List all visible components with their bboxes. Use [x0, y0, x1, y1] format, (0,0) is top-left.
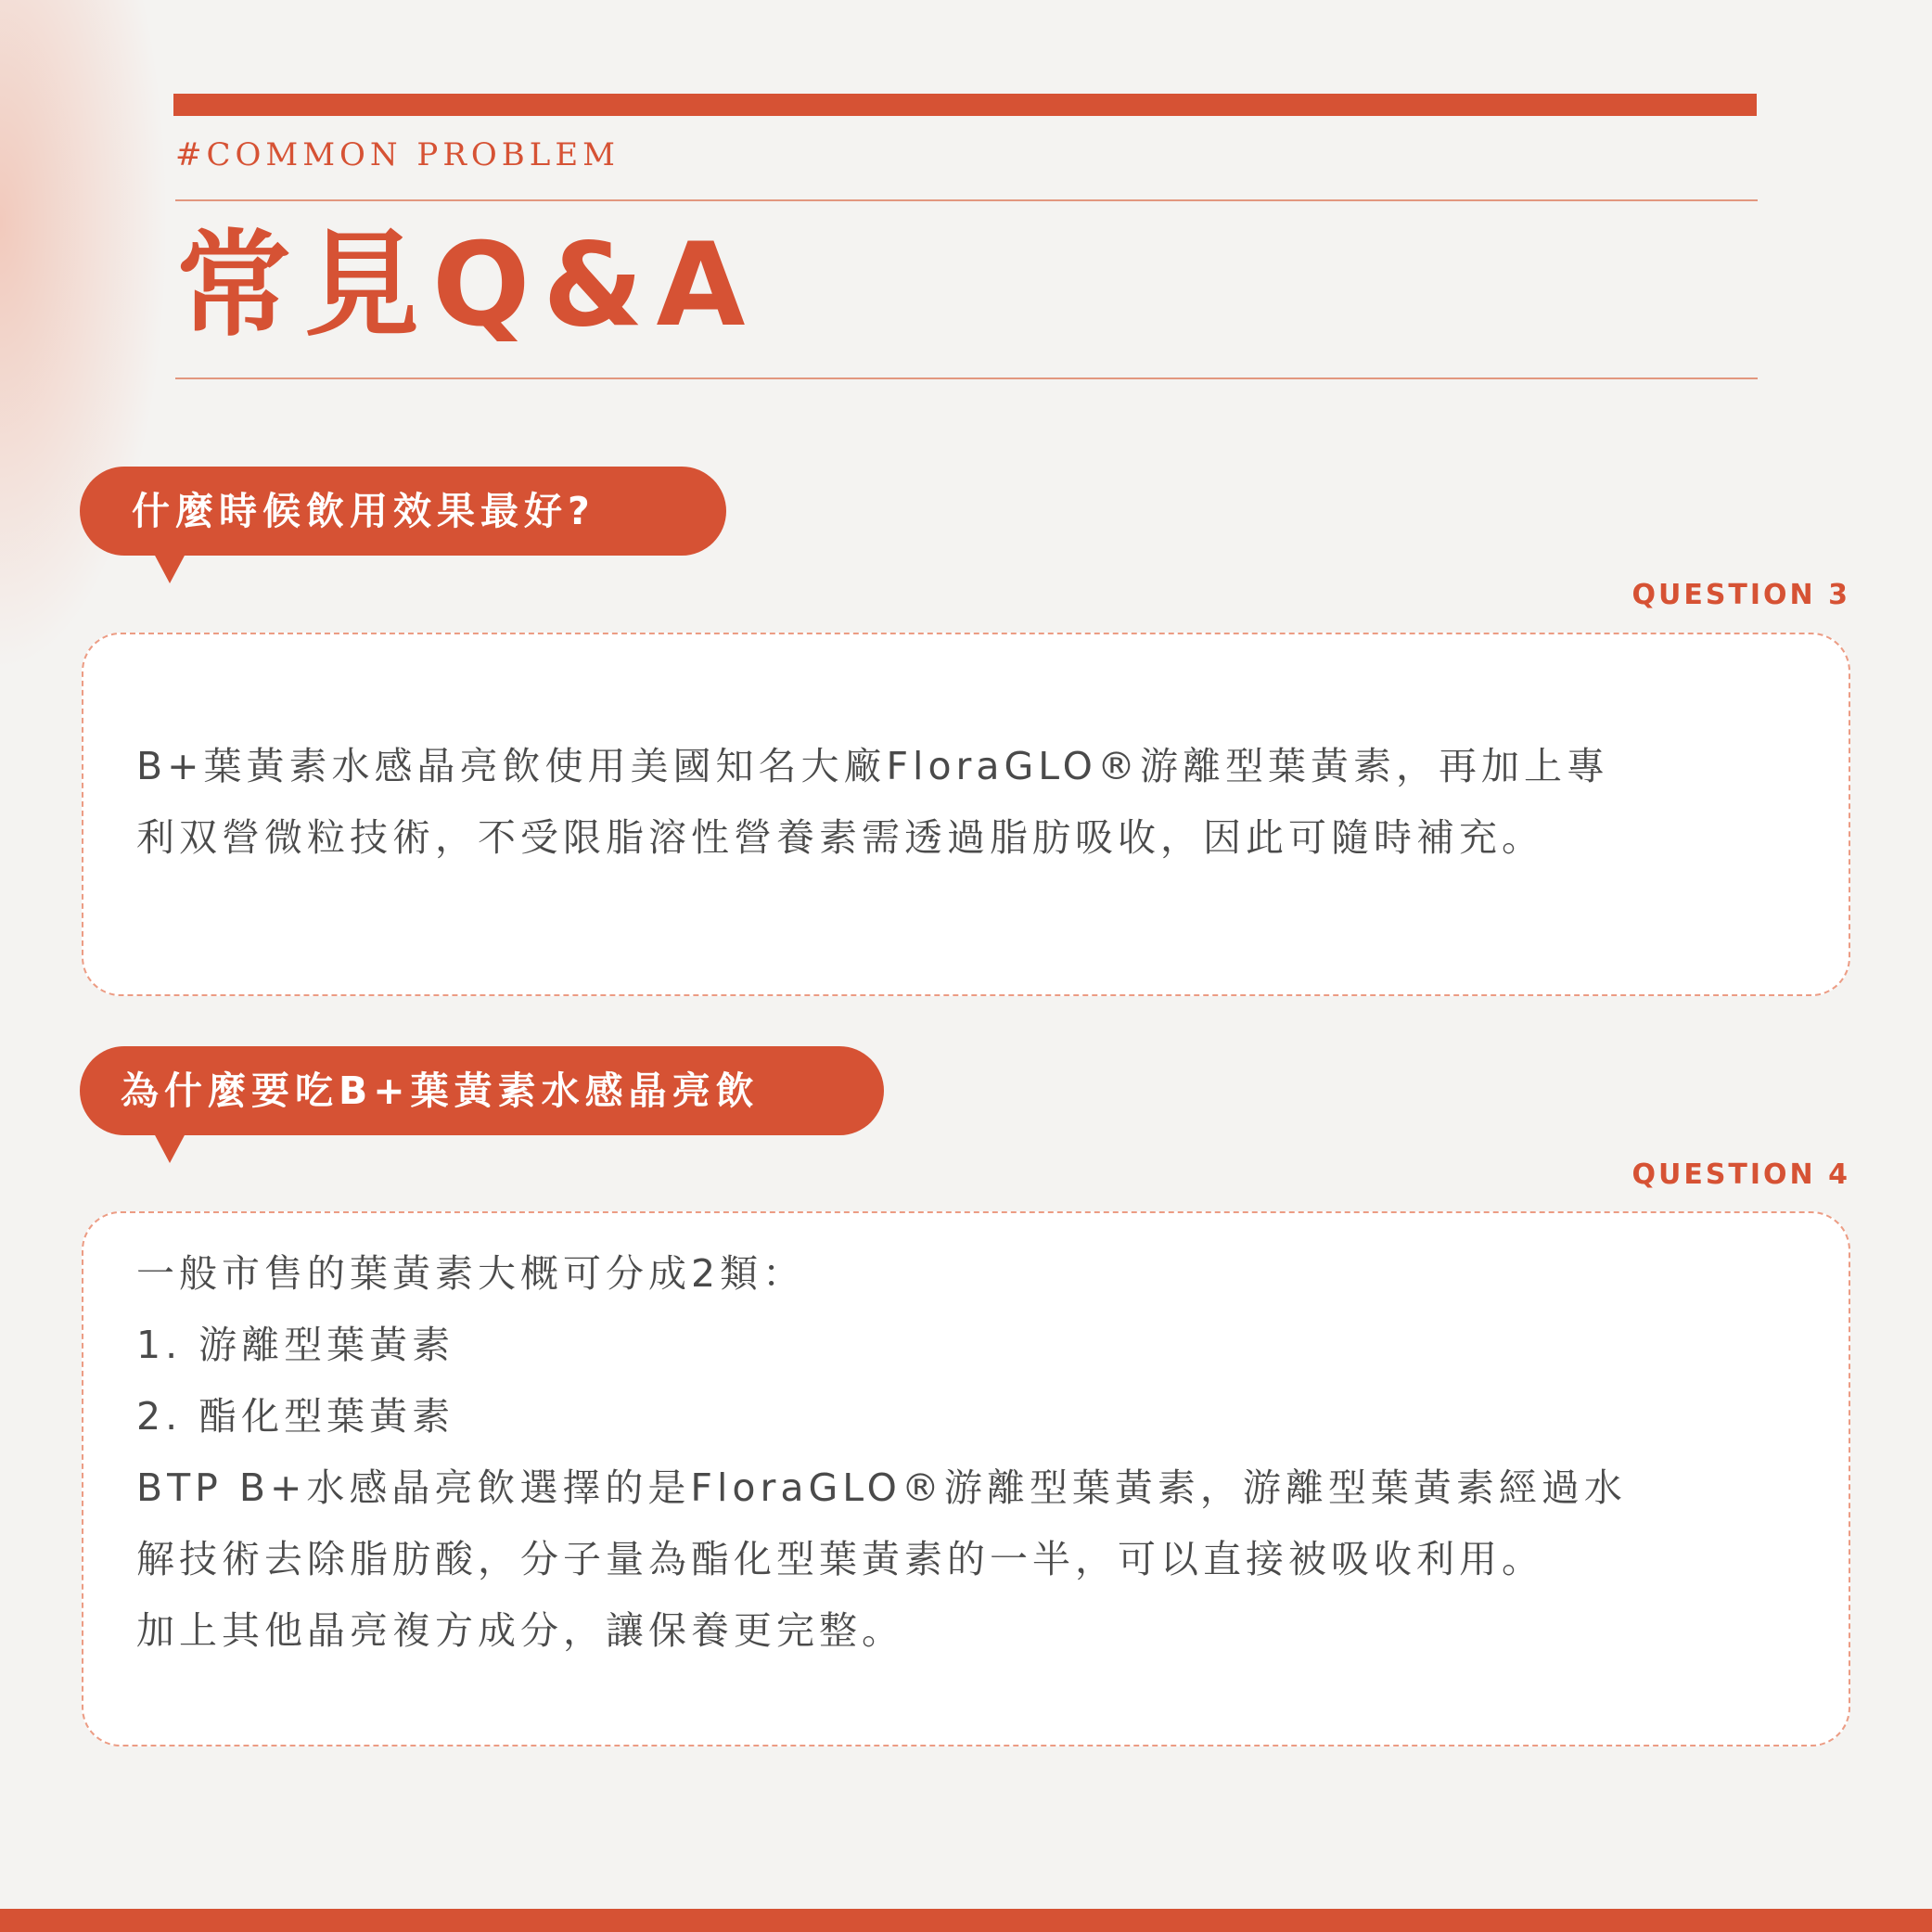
answer-text-4: 一般市售的葉黃素大概可分成2類： 1. 游離型葉黃素 2. 酯化型葉黃素 BTP B+水感晶亮飲選擇的是FloraGLO®游離型葉黃素，游離型葉黃素經過水 解技術去除脂肪酸，分子量為酯化型葉黃素的一半，可以直接被吸收利用。 加上其他晶亮複方成分，讓保養更完整。: [136, 1251, 1627, 1653]
divider-bottom: [175, 377, 1758, 379]
question-bubble-4: [80, 1046, 884, 1135]
question-number-4: QUESTION 4: [1631, 1158, 1850, 1191]
question-text-3: 什麼時候飲用效果最好?: [132, 488, 595, 533]
top-accent-bar: [173, 94, 1757, 116]
bottom-accent-bar: [0, 1909, 1932, 1932]
speech-bubble-tail: [154, 554, 186, 583]
section-eyebrow: #COMMON PROBLEM: [175, 136, 620, 173]
page-title: 常見Q&A: [176, 219, 759, 352]
answer-card-4: [82, 1211, 1850, 1746]
answer-text-3: B+葉黃素水感晶亮飲使用美國知名大廠FloraGLO®游離型葉黃素，再加上專 利双營微粒技術，不受限脂溶性營養素需透過脂肪吸收，因此可隨時補充。: [136, 744, 1609, 860]
question-text-4: 為什麼要吃B+葉黃素水感晶亮飲: [121, 1068, 760, 1113]
divider-top: [175, 199, 1758, 201]
question-bubble-3: [80, 467, 726, 556]
speech-bubble-tail: [154, 1133, 186, 1163]
answer-card-3: [82, 633, 1850, 996]
question-number-3: QUESTION 3: [1631, 579, 1850, 611]
